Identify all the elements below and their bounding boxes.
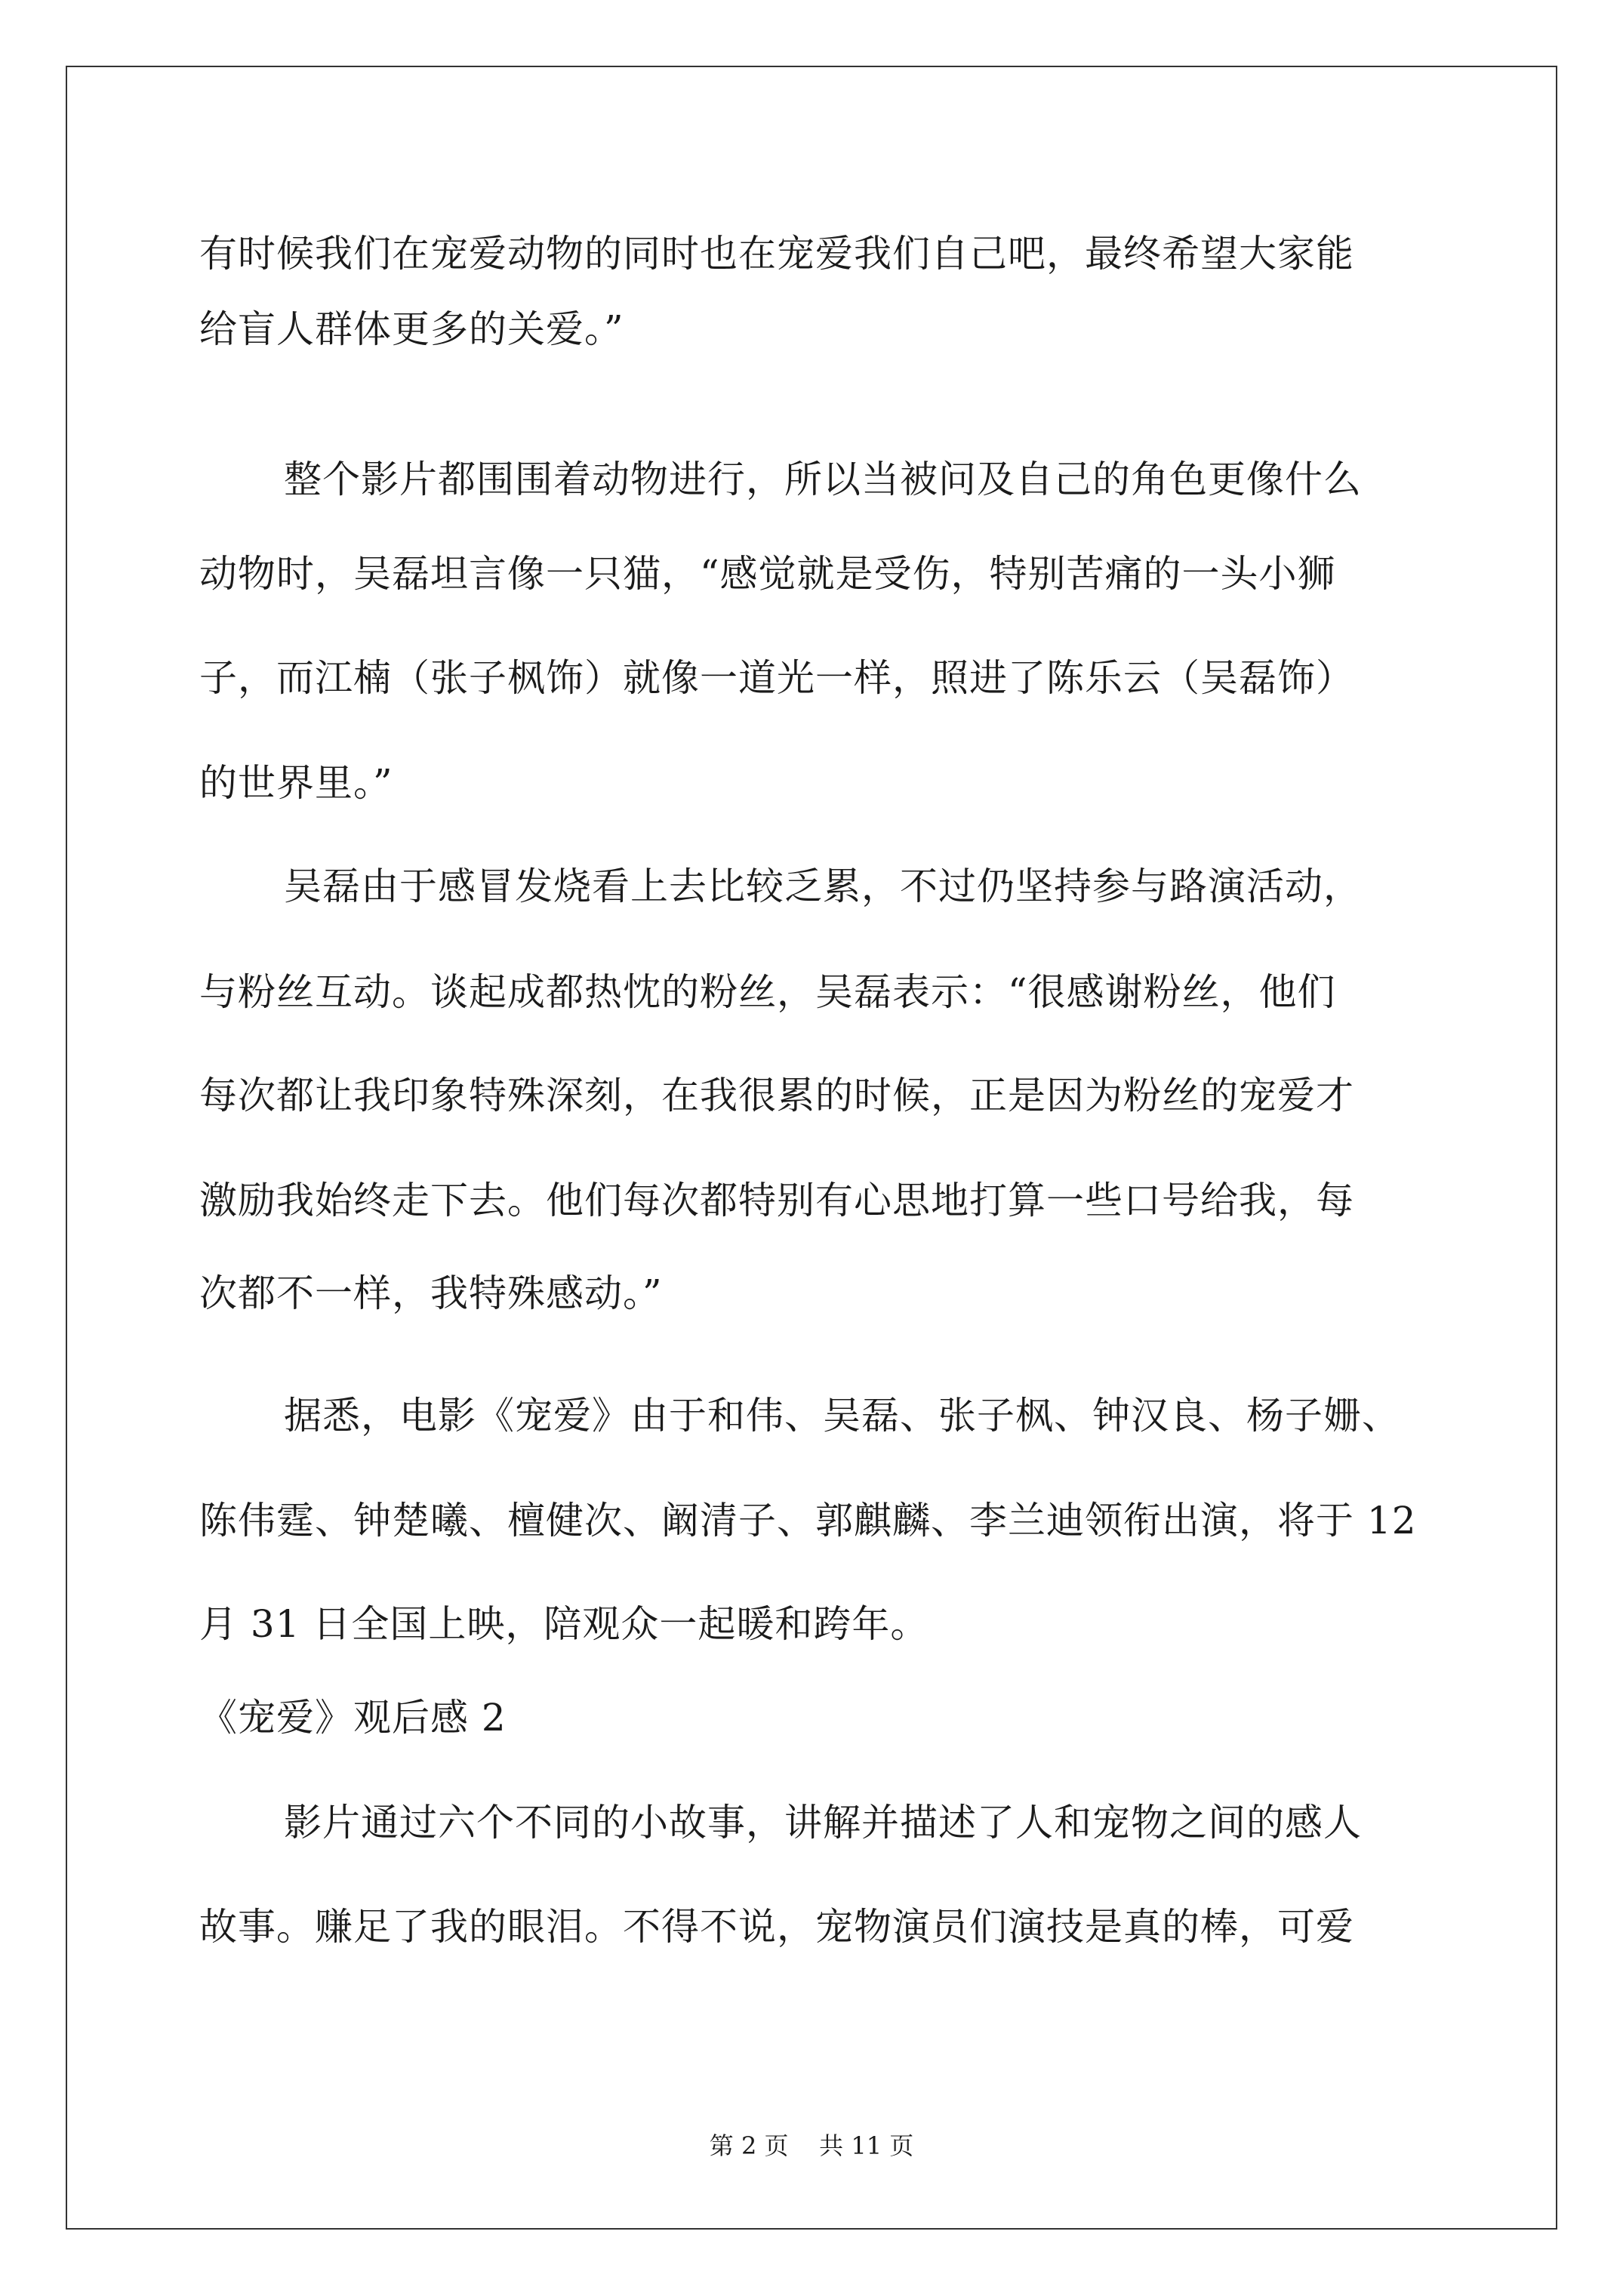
text-line: 次都不一样，我特殊感动。” xyxy=(199,1271,663,1315)
text-line: 影片通过六个不同的小故事，讲解并描述了人和宠物之间的感人 xyxy=(284,1801,1362,1845)
text-line: 有时候我们在宠爱动物的同时也在宠爱我们自己吧，最终希望大家能 xyxy=(199,232,1354,276)
text-line: 整个影片都围围着动物进行，所以当被问及自己的角色更像什么 xyxy=(284,458,1362,501)
text-line: 月 31 日全国上映，陪观众一起暖和跨年。 xyxy=(199,1602,929,1646)
text-line: 陈伟霆、钟楚曦、檀健次、阚清子、郭麒麟、李兰迪领衔出演，将于 12 xyxy=(199,1499,1417,1542)
page-number-footer: 第 2 页 共 11 页 xyxy=(709,2131,914,2160)
text-line: 每次都让我印象特殊深刻，在我很累的时候，正是因为粉丝的宠爱才 xyxy=(199,1074,1354,1117)
text-line: 与粉丝互动。谈起成都热忱的粉丝，吴磊表示：“很感谢粉丝，他们 xyxy=(199,970,1336,1014)
text-line: 的世界里。” xyxy=(199,761,393,805)
text-line: 吴磊由于感冒发烧看上去比较乏累，不过仍坚持参与路演活动， xyxy=(284,864,1362,908)
text-line: 故事。赚足了我的眼泪。不得不说，宠物演员们演技是真的棒，可爱 xyxy=(199,1905,1354,1949)
section-heading: 《宠爱》观后感 2 xyxy=(199,1696,507,1740)
text-line: 据悉，电影《宠爱》由于和伟、吴磊、张子枫、钟汉良、杨子姗、 xyxy=(284,1394,1400,1438)
text-line: 子，而江楠（张子枫饰）就像一道光一样，照进了陈乐云（吴磊饰） xyxy=(199,656,1354,700)
text-line: 动物时，吴磊坦言像一只猫，“感觉就是受伤，特别苦痛的一头小狮 xyxy=(199,552,1336,596)
text-line: 激励我始终走下去。他们每次都特别有心思地打算一些口号给我，每 xyxy=(199,1179,1354,1222)
text-line: 给盲人群体更多的关爱。” xyxy=(199,307,624,351)
